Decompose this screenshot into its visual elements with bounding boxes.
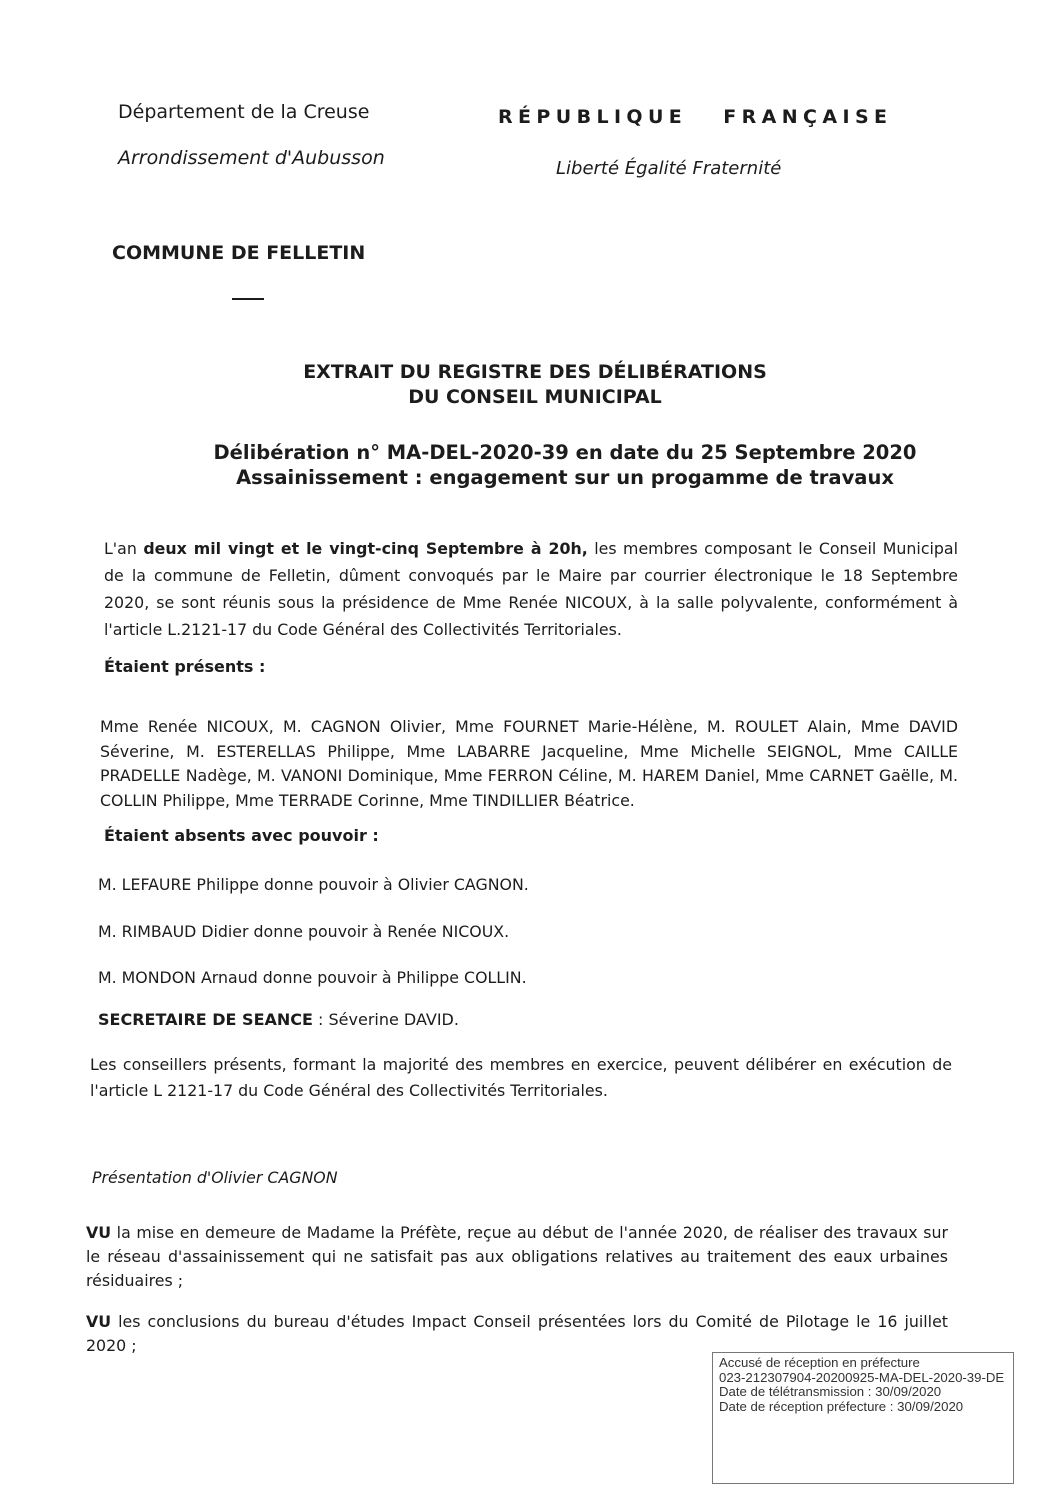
vu-text: la mise en demeure de Madame la Préfète, reçue au début de l'année 2020, de réaliser des travaux sur le réseau d'assainissement qui ne satisfait pas aux obligations relatives au traitement des eaux urbaines résiduaires ; xyxy=(86,1223,948,1290)
stamp-reception-date: Date de réception préfecture : 30/09/2020 xyxy=(719,1398,964,1414)
vu-clause xyxy=(86,1221,948,1293)
department-name: Département de la Creuse xyxy=(118,101,370,123)
present-members: Mme Renée NICOUX, M. CAGNON Olivier, Mme FOURNET Marie-Hélène, M. ROULET Alain, Mme DAVID Séverine, M. ESTERELLAS Philippe, Mme LABARRE Jacqueline, Mme Michelle SEIGNOL, Mme CAILLE PRADELLE Nadège, M. VANONI Dominique, Mme FERRON Céline, M. HAREM Daniel, Mme CARNET Gaëlle, M. COLLIN Philippe, Mme TERRADE Corinne, Mme TINDILLIER Béatrice. xyxy=(100,717,958,810)
secretary-line xyxy=(98,1010,459,1029)
vu-clause xyxy=(86,1310,948,1358)
vu-text: les conclusions du bureau d'études Impact Conseil présentées lors du Comité de Pilotage le 16 juillet 2020 ; xyxy=(86,1312,948,1355)
document-title-line2: DU CONSEIL MUNICIPAL xyxy=(408,386,662,408)
stamp-reference: 023-212307904-20200925-MA-DEL-2020-39-DE xyxy=(719,1369,1005,1385)
vu-label: VU xyxy=(86,1223,112,1242)
intro-prefix: L'an xyxy=(104,539,144,558)
intro-text: les membres composant le Conseil Municipal de la commune de Felletin, dûment convoqués par le Maire par courrier électronique le 18 Septembre 2020, se sont réunis sous la présidence de Mme Renée NICOUX, à la salle polyvalente, conformément à l'article L.2121-17 du Code Général des Collectivités Territoriales. xyxy=(104,539,958,639)
absent-item: M. MONDON Arnaud donne pouvoir à Philippe COLLIN. xyxy=(98,968,527,987)
deliberation-number: Délibération n° MA-DEL-2020-39 en date du 25 Septembre 2020 xyxy=(213,441,917,464)
intro-paragraph xyxy=(104,535,958,643)
document-title-line1: EXTRAIT DU REGISTRE DES DÉLIBÉRATIONS xyxy=(303,361,767,383)
republic-motto: Liberté Égalité Fraternité xyxy=(556,158,782,179)
absent-item: M. LEFAURE Philippe donne pouvoir à Olivier CAGNON. xyxy=(98,875,529,894)
absent-heading: Étaient absents avec pouvoir : xyxy=(104,826,379,845)
present-heading: Étaient présents : xyxy=(104,657,266,676)
separator-dash xyxy=(232,298,264,300)
stamp-title: Accusé de réception en préfecture xyxy=(719,1355,920,1370)
stamp-transmission-date: Date de télétransmission : 30/09/2020 xyxy=(719,1384,942,1400)
commune-name: COMMUNE DE FELLETIN xyxy=(112,242,366,264)
republic-heading: RÉPUBLIQUE FRANÇAISE xyxy=(498,106,893,128)
vu-label: VU xyxy=(86,1312,112,1331)
deliberation-subject: Assainissement : engagement sur un progamme de travaux xyxy=(236,466,894,489)
arrondissement-name: Arrondissement d'Aubusson xyxy=(118,147,385,169)
prefecture-receipt-stamp xyxy=(712,1352,1014,1484)
intro-date: deux mil vingt et le vingt-cinq Septembre à 20h, xyxy=(143,539,588,558)
quorum-paragraph: Les conseillers présents, formant la majorité des membres en exercice, peuvent délibérer en exécution de l'article L 2121-17 du Code Général des Collectivités Territoriales. xyxy=(90,1055,952,1100)
absent-item: M. RIMBAUD Didier donne pouvoir à Renée NICOUX. xyxy=(98,922,510,941)
presentation-title: Présentation d'Olivier CAGNON xyxy=(92,1168,338,1187)
secretary-label: SECRETAIRE DE SEANCE xyxy=(98,1010,313,1029)
secretary-name: : Séverine DAVID. xyxy=(312,1010,459,1029)
